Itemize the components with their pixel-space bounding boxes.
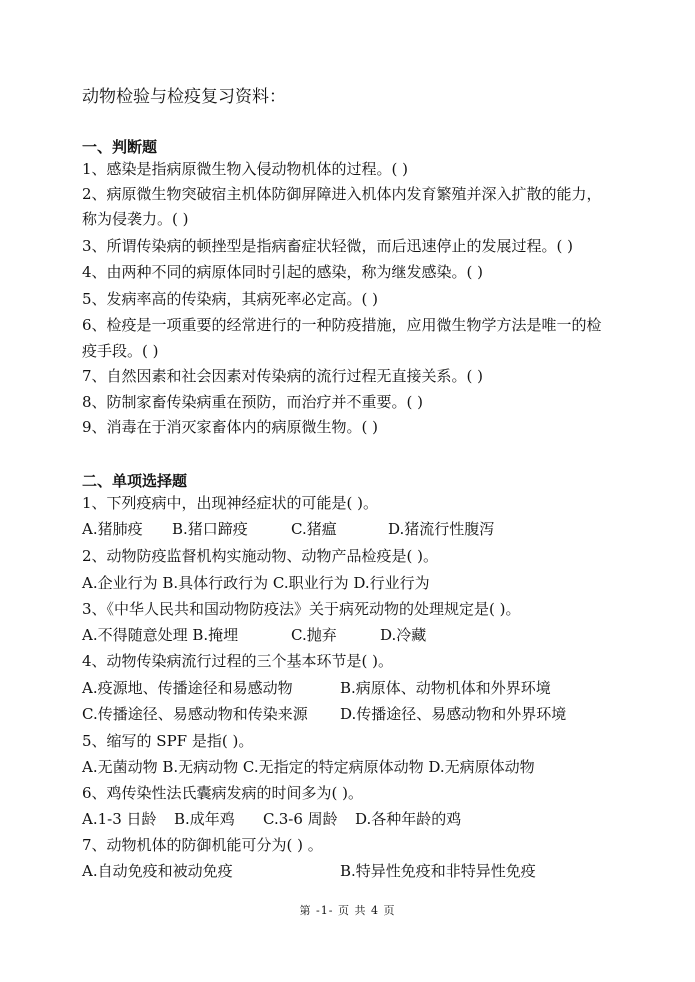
choice-2-options: A.企业行为 B.具体行政行为 C.职业行为 D.行业行为 — [82, 574, 430, 592]
choice-3-options-ab: A.不得随意处理 B.掩埋 — [82, 626, 239, 644]
judgement-item-6-cont: 疫手段。( ) — [82, 342, 159, 360]
choice-question-3: 3、《中华人民共和国动物防疫法》关于病死动物的处理规定是( )。 — [82, 600, 521, 618]
judgement-item-1: 1、感染是指病原微生物入侵动物机体的过程。( ) — [82, 160, 409, 178]
choice-3-option-c: C.抛弃 — [291, 626, 337, 644]
judgement-item-8: 8、防制家畜传染病重在预防，而治疗并不重要。( ) — [82, 393, 424, 411]
choice-question-1: 1、下列疫病中，出现神经症状的可能是( )。 — [82, 494, 379, 512]
judgement-item-2-cont: 称为侵袭力。( ) — [82, 210, 189, 228]
choice-4-option-d: D.传播途径、易感动物和外界环境 — [340, 705, 567, 723]
judgement-item-2: 2、病原微生物突破宿主机体防御屏障进入机体内发育繁殖并深入扩散的能力， — [82, 185, 602, 203]
choice-question-6: 6、鸡传染性法氏囊病发病的时间多为( )。 — [82, 784, 364, 802]
choice-question-2: 2、动物防疫监督机构实施动物、动物产品检疫是( )。 — [82, 547, 439, 565]
choice-6-option-d: D.各种年龄的鸡 — [355, 810, 462, 828]
choice-1-option-a: A.猪肺疫 — [82, 520, 143, 538]
choice-5-options: A.无菌动物 B.无病动物 C.无指定的特定病原体动物 D.无病原体动物 — [82, 758, 535, 776]
choice-4-option-c: C.传播途径、易感动物和传染来源 — [82, 705, 308, 723]
choice-question-5: 5、缩写的 SPF 是指( )。 — [82, 732, 254, 750]
page-footer: 第 -1- 页 共 4 页 — [299, 904, 396, 917]
choice-6-option-c: C.3-6 周龄 — [263, 810, 338, 828]
section-heading-judgement: 一、判断题 — [82, 138, 158, 156]
choice-question-7: 7、动物机体的防御机能可分为( ) 。 — [82, 836, 323, 854]
judgement-item-7: 7、自然因素和社会因素对传染病的流行过程无直接关系。( ) — [82, 367, 484, 385]
choice-1-option-d: D.猪流行性腹泻 — [388, 520, 495, 538]
choice-7-option-b: B.特异性免疫和非特异性免疫 — [340, 862, 536, 880]
judgement-item-5: 5、发病率高的传染病，其病死率必定高。( ) — [82, 290, 379, 308]
choice-1-option-b: B.猪口蹄疫 — [172, 520, 248, 538]
choice-1-option-c: C.猪瘟 — [291, 520, 337, 538]
judgement-item-6: 6、检疫是一项重要的经常进行的一种防疫措施，应用微生物学方法是唯一的检 — [82, 316, 602, 334]
choice-6-option-b: B.成年鸡 — [174, 810, 235, 828]
document-title: 动物检验与检疫复习资料： — [82, 87, 286, 107]
choice-4-option-a: A.疫源地、传播途径和易感动物 — [82, 679, 293, 697]
choice-question-4: 4、动物传染病流行过程的三个基本环节是( )。 — [82, 652, 394, 670]
choice-6-option-a: A.1-3 日龄 — [82, 810, 157, 828]
choice-7-option-a: A.自动免疫和被动免疫 — [82, 862, 233, 880]
judgement-item-4: 4、由两种不同的病原体同时引起的感染，称为继发感染。( ) — [82, 263, 484, 281]
choice-3-option-d: D.冷藏 — [380, 626, 427, 644]
judgement-item-3: 3、所谓传染病的顿挫型是指病畜症状轻微，而后迅速停止的发展过程。( ) — [82, 237, 574, 255]
choice-4-option-b: B.病原体、动物机体和外界环境 — [340, 679, 551, 697]
section-heading-choice: 二、单项选择题 — [82, 472, 188, 490]
judgement-item-9: 9、消毒在于消灭家畜体内的病原微生物。( ) — [82, 418, 379, 436]
